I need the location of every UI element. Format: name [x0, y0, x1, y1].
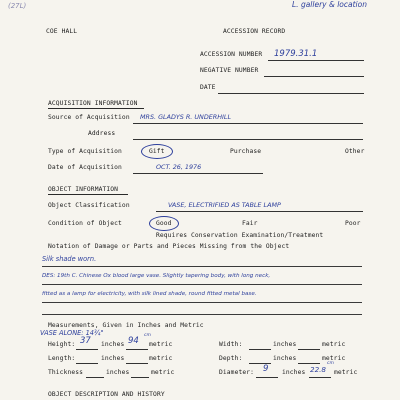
type-option-purchase[interactable]: Purchase — [230, 148, 262, 155]
form-title: ACCESSION RECORD — [223, 28, 286, 35]
negative-number-label: NEGATIVE NUMBER — [200, 67, 259, 74]
length-inches-line — [76, 363, 98, 364]
length-label: Length: — [48, 355, 76, 362]
acquisition-section-title: ACQUISITION INFORMATION — [48, 100, 138, 107]
acquisition-date-line — [133, 173, 263, 174]
date-line — [218, 93, 364, 94]
acquisition-date-value: OCT. 26, 1976 — [156, 163, 202, 171]
note-rule-4 — [42, 314, 362, 315]
height-inches-line — [76, 349, 98, 350]
depth-metric-line — [298, 363, 320, 364]
width-label: Width: — [219, 341, 243, 348]
address-label: Address — [88, 130, 116, 137]
damage-notation-label: Notation of Damage or Parts and Pieces Missing from the Object — [48, 243, 290, 250]
note-rule-1 — [42, 266, 362, 267]
type-label: Type of Acquisition — [48, 148, 122, 155]
note-rule-2 — [42, 284, 362, 285]
institution-name: COE HALL — [46, 28, 78, 35]
width-metric-word: metric — [322, 341, 346, 348]
width-inches-word: inches — [273, 341, 297, 348]
height-label: Height: — [48, 341, 76, 348]
source-line — [133, 123, 363, 124]
diameter-inches-value: 9 — [263, 364, 269, 374]
top-right-note: L. gallery & location — [292, 0, 367, 9]
type-option-gift[interactable]: Gift — [149, 148, 165, 155]
height-metric-value: 94 — [128, 336, 139, 346]
diameter-metric-line — [309, 377, 331, 378]
diameter-inches-word: inches — [282, 369, 306, 376]
corner-note: (27L) — [8, 2, 27, 10]
length-inches-word: inches — [101, 355, 125, 362]
condition-option-poor[interactable]: Poor — [345, 220, 361, 227]
note-line-3: fitted as a lamp for electricity, with silk lined shade, round fitted metal base. — [42, 291, 257, 297]
address-line — [133, 139, 363, 140]
source-value: MRS. GLADYS R. UNDERHILL — [140, 113, 232, 121]
note-line-2: DES: 19th C. Chinese Ox blood large vase. Slightly tapering body, with long neck, — [42, 273, 271, 279]
description-section-title: OBJECT DESCRIPTION AND HISTORY — [48, 391, 165, 398]
diameter-metric-unit: cm — [327, 361, 334, 366]
length-metric-word: metric — [149, 355, 173, 362]
condition-label: Condition of Object — [48, 220, 122, 227]
acquisition-date-label: Date of Acquisition — [48, 164, 122, 171]
object-title-underline — [48, 194, 128, 195]
source-label: Source of Acquisition — [48, 114, 130, 121]
height-inches-word: inches — [101, 341, 125, 348]
thickness-inches-line — [86, 377, 104, 378]
width-metric-line — [298, 349, 320, 350]
diameter-metric-word: metric — [334, 369, 358, 376]
type-option-other[interactable]: Other — [345, 148, 365, 155]
measurements-title: Measurements, Given in Inches and Metric — [48, 322, 204, 329]
diameter-metric-value: 22.8 — [310, 365, 327, 374]
conservation-requirement: Requires Conservation Examination/Treatment — [156, 232, 324, 239]
acquisition-title-underline — [48, 108, 144, 109]
diameter-inches-line — [256, 377, 278, 378]
height-metric-word: metric — [149, 341, 173, 348]
height-inches-value: 37 — [80, 336, 91, 346]
depth-label: Depth: — [219, 355, 243, 362]
thickness-metric-line — [131, 377, 149, 378]
accession-number-line — [268, 60, 364, 61]
classification-line — [156, 211, 363, 212]
classification-value: VASE, ELECTRIFIED AS TABLE LAMP — [168, 201, 281, 209]
thickness-metric-word: metric — [151, 369, 175, 376]
thickness-label: Thickness — [48, 369, 84, 376]
height-metric-unit: cm — [144, 333, 151, 338]
depth-metric-word: metric — [322, 355, 346, 362]
date-label: DATE — [200, 84, 216, 91]
height-metric-line — [126, 349, 148, 350]
accession-number-label: ACCESSION NUMBER — [200, 51, 263, 58]
thickness-inches-word: inches — [106, 369, 130, 376]
condition-option-good[interactable]: Good — [156, 220, 172, 227]
accession-number-value: 1979.31.1 — [274, 49, 318, 59]
condition-option-fair[interactable]: Fair — [242, 220, 258, 227]
object-section-title: OBJECT INFORMATION — [48, 186, 119, 193]
negative-number-line — [264, 76, 364, 77]
measurements-annotation: VASE ALONE: 14¾" — [40, 329, 104, 337]
note-line-1: Silk shade worn. — [42, 255, 97, 263]
length-metric-line — [126, 363, 148, 364]
classification-label: Object Classification — [48, 202, 130, 209]
depth-inches-word: inches — [273, 355, 297, 362]
width-inches-line — [249, 349, 271, 350]
diameter-label: Diameter: — [219, 369, 255, 376]
note-rule-3 — [42, 302, 362, 303]
